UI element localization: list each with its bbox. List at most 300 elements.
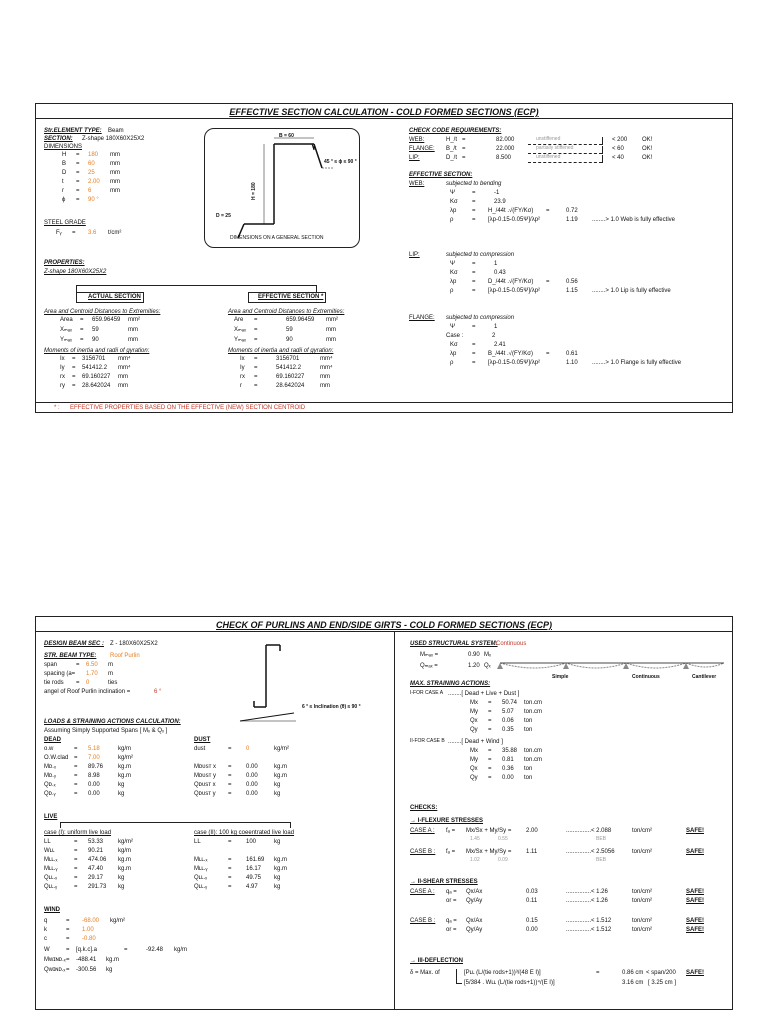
- dust-value: 0.00: [246, 782, 258, 788]
- eff-prop-unit: mm²: [326, 317, 338, 323]
- steel-grade-label: STEEL GRADE: [44, 220, 86, 226]
- wind-eq: =: [66, 927, 70, 933]
- eff-prop-name: Yₘₐₓ: [234, 337, 246, 343]
- title-divider: [36, 118, 732, 119]
- geom-unit: m: [108, 671, 113, 677]
- dead-name: Qᴅ.ᵧ: [44, 791, 56, 797]
- fy-label: Fᵧ: [56, 230, 62, 236]
- shear-unit: ton/cm²: [632, 889, 653, 895]
- geom-unit: ties: [108, 680, 118, 686]
- design-beam-value: Z - 180X60X25X2: [110, 641, 158, 647]
- wind-w-val: -92.48: [146, 947, 164, 953]
- flexA-sub2: 0.55: [498, 836, 508, 842]
- live1-eq: =: [74, 848, 78, 854]
- defl-safe: SAFE!: [686, 970, 704, 976]
- eff-prop-eq: =: [254, 374, 258, 380]
- flexA-unit: ton/cm²: [632, 828, 653, 834]
- caseA-eq: =: [488, 709, 492, 715]
- prop-eq: =: [72, 374, 76, 380]
- flange-lp-eq: =: [546, 351, 550, 357]
- code-eq: =: [462, 137, 466, 143]
- caseB-unit: ton: [524, 775, 533, 781]
- web-label: WEB:: [409, 181, 425, 187]
- prop-eq: =: [80, 337, 84, 343]
- lip-rho-value: 1.15: [566, 288, 578, 294]
- live2-value: 4.97: [246, 884, 258, 890]
- deflection-label: → III-DEFLECTION: [410, 958, 463, 964]
- prop-name: Xₘₐₓ: [60, 327, 72, 333]
- lip-rho-formula: [λp-0.15-0.05Ψ]/λp²: [488, 288, 541, 294]
- defl-bracket-bottom: [456, 983, 462, 984]
- inclination-label: angel of Roof Purlin inclination =: [44, 689, 131, 695]
- live2-eq: =: [228, 839, 232, 845]
- caseB-unit: ton: [524, 766, 533, 772]
- defl-bracket: [456, 969, 457, 983]
- live2-value: 16.17: [246, 866, 262, 872]
- caseA-value: 0.35: [502, 727, 514, 733]
- flange-case: 2: [492, 333, 496, 339]
- dead-value: 7.00: [88, 755, 100, 761]
- prop-name: ry: [60, 383, 65, 389]
- dead-name: Qᴅ.ₓ: [44, 782, 56, 788]
- code-value: 82.000: [496, 137, 515, 143]
- live1-name: Qʟʟ.ᵧ: [44, 884, 58, 890]
- wind-m-name: Mᴡɪɴᴅ.ₓ: [44, 957, 66, 963]
- live2-name: Mʟʟ.ᵧ: [194, 866, 208, 872]
- dim-value: 90 °: [88, 197, 99, 203]
- prop-eq: =: [72, 356, 76, 362]
- flange-lp-value: 0.61: [566, 351, 578, 357]
- dead-unit: kg/m²: [118, 755, 133, 761]
- caseB-value: 35.88: [502, 748, 518, 754]
- flexB-sub2: 0.09: [498, 857, 508, 863]
- caseA-name: Mx: [470, 700, 478, 706]
- lip-lp-value: 0.56: [566, 279, 578, 285]
- flange-rho-value: 1.10: [566, 360, 578, 366]
- caseB-name: Qy: [470, 775, 478, 781]
- dust-unit: kg.m: [274, 764, 288, 770]
- dim-value: 6: [88, 188, 92, 194]
- dim-unit: mm: [110, 179, 120, 185]
- live2-value: 49.75: [246, 875, 262, 881]
- shear-value: 0.03: [526, 889, 538, 895]
- dead-value: 89.76: [88, 764, 104, 770]
- flexA-case: CASE A :: [410, 828, 435, 834]
- web-rho-formula: [λp-0.15-0.05Ψ]/λp²: [488, 217, 541, 223]
- footnote-text: EFFECTIVE PROPERTIES BASED ON THE EFFECTIVE (NEW) SECTION CENTROID: [70, 405, 306, 411]
- code-part: WEB:: [409, 137, 425, 143]
- eff-prop-value: 541412.2: [276, 365, 302, 371]
- flexB-value: 1.11: [526, 849, 538, 855]
- max-actions-label: MAX. STRAINING ACTIONS:: [410, 681, 491, 687]
- code-dash-end: [602, 155, 603, 163]
- defl-formula2: [5/384 . Wʟʟ (L/(tie rods+1))⁴/(E I)]: [464, 980, 555, 986]
- live2-name: Qʟʟ.ₓ: [194, 875, 208, 881]
- dim-name: D: [62, 170, 67, 176]
- dead-unit: kg: [118, 782, 125, 788]
- wind-q-name: Qᴡɪɴᴅ.ₓ: [44, 967, 66, 973]
- dim-eq: =: [76, 161, 80, 167]
- code-req-label: CHECK CODE REQUIREMENTS:: [409, 128, 502, 134]
- dead-name: Mᴅ.ᵧ: [44, 773, 56, 779]
- dust-value: 0.00: [246, 764, 258, 770]
- live1-eq: =: [74, 875, 78, 881]
- dead-name: o.w: [44, 746, 54, 752]
- caseA-name: Qy: [470, 727, 478, 733]
- wind-eq: =: [66, 936, 70, 942]
- wind-value: -68.00: [82, 918, 100, 924]
- properties-label: PROPERTIES:: [44, 260, 85, 266]
- caseB-name: My: [470, 757, 478, 763]
- lip-eq: =: [472, 261, 476, 267]
- lip-lp-eq: =: [546, 279, 550, 285]
- shear-limit: ...............< 1.512: [566, 927, 612, 933]
- wind-q-eq: =: [66, 967, 70, 973]
- code-note: unstiffened: [536, 154, 561, 160]
- diagram-angle-label: 45 ° ≤ ϕ ≤ 90 °: [324, 159, 357, 165]
- live2-unit: kg.m: [274, 866, 288, 872]
- prop-unit: mm: [128, 337, 138, 343]
- caseB-name: Mx: [470, 748, 478, 754]
- wind-w-name: W: [44, 947, 50, 953]
- sheet1-title: EFFECTIVE SECTION CALCULATION - COLD FORMED SECTIONS (ECP): [229, 107, 539, 117]
- shear-safe: SAFE!: [686, 898, 704, 904]
- live1-value: 90.21: [88, 848, 104, 854]
- geom-label: span: [44, 662, 58, 668]
- wind-m-unit: kg.m: [106, 957, 120, 963]
- dust-eq: =: [228, 764, 232, 770]
- live2-unit: kg: [274, 839, 281, 845]
- defl-formula1: [Pʟʟ (L/(tie rods+1))³/(48 E I)]: [464, 970, 541, 976]
- prop-eq: =: [72, 365, 76, 371]
- dust-unit: kg: [274, 791, 281, 797]
- wind-eq: =: [66, 918, 70, 924]
- lip-eq: =: [472, 279, 476, 285]
- design-beam-label: DESIGN BEAM SEC :: [44, 641, 105, 647]
- prop-eq: =: [72, 383, 76, 389]
- flange-eq: =: [472, 324, 476, 330]
- properties-bracket: [76, 285, 316, 286]
- flexA-sub3: BEB: [596, 836, 607, 842]
- live2-name: LL: [194, 839, 201, 845]
- flange-subject: subjected to compression: [446, 315, 515, 321]
- dust-eq: =: [228, 791, 232, 797]
- dead-value: 0.00: [88, 782, 100, 788]
- dust-eq: =: [228, 773, 232, 779]
- dead-eq: =: [74, 755, 78, 761]
- eff-prop-eq: =: [254, 383, 258, 389]
- lip-sym-psi: Ψ: [450, 261, 456, 267]
- caseA-eq: =: [488, 727, 492, 733]
- eff-prop-value: 659.96459: [286, 317, 315, 323]
- flange-eq: =: [472, 342, 476, 348]
- dim-unit: mm: [110, 188, 120, 194]
- live1-name: Qʟʟ.ₓ: [44, 875, 58, 881]
- dust-eq: =: [228, 746, 232, 752]
- used-system-label: USED STRUCTURAL SYSTEM:: [410, 641, 498, 647]
- geom-value: 1.70: [86, 671, 98, 677]
- wind-m-eq: =: [66, 957, 70, 963]
- eff-prop-value: 69.160227: [276, 374, 305, 380]
- lip-eq: =: [472, 288, 476, 294]
- eff-prop-eq: =: [254, 337, 258, 343]
- dead-eq: =: [74, 764, 78, 770]
- shear-formula: Qy/Ay: [466, 898, 483, 904]
- shear-formula: Qx/Ax: [466, 918, 483, 924]
- live2-value: 100: [246, 839, 257, 845]
- dim-unit: mm: [110, 152, 120, 158]
- shear-safe: SAFE!: [686, 889, 704, 895]
- dust-name: dust: [194, 746, 206, 752]
- fy-unit: t/cm²: [108, 230, 122, 236]
- effective-section-label: EFFECTIVE SECTION *: [258, 294, 324, 300]
- live1-value: 291.73: [88, 884, 107, 890]
- wind-w-formula: [q.k.c].a: [76, 947, 98, 953]
- live2-name: Qʟʟ.ᵧ: [194, 884, 208, 890]
- prop-name: Yₘₐₓ: [60, 337, 72, 343]
- str-element-type-value: Beam: [108, 128, 124, 134]
- lip-eq: =: [472, 270, 476, 276]
- live-label: LIVE: [44, 814, 58, 820]
- defl-v2: 3.16 cm: [622, 980, 644, 986]
- wind-name: q: [44, 918, 48, 924]
- flange-sym-rho: ρ: [450, 360, 454, 366]
- live2-unit: kg: [274, 875, 281, 881]
- eff-prop-name: Iy: [240, 365, 245, 371]
- code-dash: [528, 162, 602, 163]
- section-value: Z-shape 180X60X25X2: [82, 136, 145, 142]
- flexA-safe: SAFE!: [686, 828, 704, 834]
- code-eq: =: [462, 146, 466, 152]
- web-eq: =: [472, 208, 476, 214]
- live2-unit: kg: [274, 884, 281, 890]
- qmax-name: Qₘₐₓ =: [420, 663, 438, 669]
- dead-value: 8.98: [88, 773, 100, 779]
- eff-prop-name: rx: [240, 374, 245, 380]
- eff-prop-unit: mm: [326, 327, 336, 333]
- live1-value: 53.33: [88, 839, 104, 845]
- code-part: LIP:: [409, 155, 420, 161]
- dust-name: Qᴅᴜsᴛ y: [194, 791, 216, 797]
- prop-name: Area: [60, 317, 73, 323]
- defl-limit: < span/200: [646, 970, 676, 976]
- live2-eq: =: [228, 857, 232, 863]
- code-value: 8.500: [496, 155, 512, 161]
- dead-value: 5.18: [88, 746, 100, 752]
- lip-label: LIP:: [409, 252, 420, 258]
- caseA-name: My: [470, 709, 478, 715]
- flexA-formula: Mx/Sx + My/Sy =: [466, 828, 512, 834]
- code-eq: =: [462, 155, 466, 161]
- eff-section-label: EFFECTIVE SECTION:: [409, 172, 473, 178]
- flexA-value: 2.00: [526, 828, 538, 834]
- caseB-desc: ........[ Dead + Wind ]: [448, 739, 503, 745]
- lip-ko: 0.43: [494, 270, 506, 276]
- live1-value: 47.40: [88, 866, 104, 872]
- web-eq: =: [472, 190, 476, 196]
- flange-eq: =: [472, 351, 476, 357]
- lip-sym-ko: Kσ: [450, 270, 458, 276]
- wind-w-unit: kg/m: [174, 947, 188, 953]
- assume-label: Assuming Simply Supported Spans [ Mₓ & Qₓ ]: [44, 728, 168, 734]
- diagram-d-label: D = 25: [216, 213, 231, 219]
- shear-formula: Qx/Ax: [466, 889, 483, 895]
- dim-value: 25: [88, 170, 95, 176]
- loads-label: LOADS & STRAINING ACTIONS CALCULATION:: [44, 719, 181, 725]
- lip-subject: subjected to compression: [446, 252, 515, 258]
- purlin-diagram: [236, 643, 366, 723]
- eff-prop-unit: mm⁴: [320, 356, 333, 362]
- web-ko: 23.9: [494, 199, 506, 205]
- prop-eq: =: [80, 317, 84, 323]
- prop-name: Iy: [60, 365, 65, 371]
- prop-eq: =: [80, 327, 84, 333]
- code-ratio: B_/t: [446, 146, 457, 152]
- shear-limit: ...............< 1.26: [566, 889, 608, 895]
- moments-label-actual: Moments of inertia and radii of gyration:: [44, 348, 150, 354]
- caseB-value: 0.00: [502, 775, 514, 781]
- code-limit: < 40: [612, 155, 624, 161]
- eff-prop-unit: mm: [320, 374, 330, 380]
- shear-unit: ton/cm²: [632, 927, 653, 933]
- shear-q: or =: [446, 898, 457, 904]
- lip-psi: 1: [494, 261, 498, 267]
- defl-eqsign: =: [596, 970, 600, 976]
- caseB-unit: ton.cm: [524, 757, 543, 763]
- flexA-f: fₐ =: [446, 828, 456, 834]
- live1-eq: =: [74, 884, 78, 890]
- wind-unit: kg/m²: [110, 918, 125, 924]
- live2-eq: =: [228, 875, 232, 881]
- flange-sym-ko: Kσ: [450, 342, 458, 348]
- live2-eq: =: [228, 866, 232, 872]
- prop-value: 59: [92, 327, 99, 333]
- eff-prop-value: 28.642024: [276, 383, 305, 389]
- wind-name: k: [44, 927, 47, 933]
- dead-eq: =: [74, 746, 78, 752]
- eff-prop-value: 3156701: [276, 356, 300, 362]
- prop-unit: mm²: [128, 317, 140, 323]
- fy-eq: =: [72, 230, 76, 236]
- prop-name: Ix: [60, 356, 65, 362]
- caseA-name: Qx: [470, 718, 478, 724]
- flange-sym-lp: λp: [450, 351, 457, 357]
- live1-unit: kg.m: [118, 866, 132, 872]
- live-bracket-right: [290, 822, 291, 828]
- shear-unit: ton/cm²: [632, 918, 653, 924]
- dust-unit: kg.m: [274, 773, 288, 779]
- eff-prop-name: Are: [234, 317, 244, 323]
- web-lp-eq: =: [546, 208, 550, 214]
- dead-unit: kg: [118, 791, 125, 797]
- shear-limit: ...............< 1.512: [566, 918, 612, 924]
- dead-value: 0.00: [88, 791, 100, 797]
- live1-unit: kg/m²: [118, 839, 133, 845]
- flexure-label: → I-FLEXURE STRESSES: [410, 818, 484, 824]
- flexB-sub3: BEB: [596, 857, 607, 863]
- z-section-shape: [274, 144, 314, 150]
- prop-unit: mm⁴: [118, 356, 131, 362]
- dim-eq: =: [76, 179, 80, 185]
- str-element-type-label: Str.ELEMENT TYPE:: [44, 128, 102, 134]
- dust-value: 0: [246, 746, 250, 752]
- live2-eq: =: [228, 884, 232, 890]
- dim-name: r: [62, 188, 64, 194]
- eff-prop-eq: =: [254, 327, 258, 333]
- lip-sym-rho: ρ: [450, 288, 454, 294]
- live-bracket: [60, 822, 290, 823]
- prop-unit: mm⁴: [118, 365, 131, 371]
- prop-value: 659.96459: [92, 317, 121, 323]
- live1-name: Mʟʟ.ᵧ: [44, 866, 58, 872]
- code-part: FLANGE:: [409, 146, 435, 152]
- inclination-diagram-label: 6 ° ≤ Inclination (θ) ≤ 90 °: [302, 704, 361, 710]
- case2-label: case (II): 100 kg coeentrated live load: [194, 830, 295, 836]
- shear-q: qₐ =: [446, 889, 457, 895]
- geom-label: spacing (a=: [44, 671, 76, 677]
- web-lp-formula: H_/44t .√(FY/Kσ): [488, 208, 534, 214]
- caseB-label: II-FOR CASE B: [410, 738, 445, 744]
- flexB-sub1: 1.02: [470, 857, 480, 863]
- wind-m-val: -488.41: [76, 957, 97, 963]
- caseA-value: 50.74: [502, 700, 518, 706]
- used-system-value: Continuous: [496, 641, 527, 647]
- flexA-sub1: 1.45: [470, 836, 480, 842]
- dust-eq: =: [228, 782, 232, 788]
- web-result: ........> 1.0 Web is fully effective: [592, 217, 675, 223]
- dimensions-label: DIMENSIONS: [44, 144, 83, 150]
- live1-value: 29.17: [88, 875, 104, 881]
- dust-name: Mᴅᴜsᴛ x: [194, 764, 217, 770]
- footnote-divider: [36, 402, 732, 403]
- eff-prop-unit: mm⁴: [320, 365, 333, 371]
- dim-value: 180: [88, 152, 99, 158]
- wind-w-eq2: =: [124, 947, 128, 953]
- dead-eq: =: [74, 782, 78, 788]
- qmax-unit: Qₓ: [484, 663, 491, 669]
- area-centroid-label-actual: Area and Centroid Distances to Extremities:: [44, 309, 161, 315]
- eff-prop-value: 90: [286, 337, 293, 343]
- eff-prop-unit: mm: [320, 383, 330, 389]
- live1-eq: =: [74, 839, 78, 845]
- shear-value: 0.15: [526, 918, 538, 924]
- caseB-value: 0.36: [502, 766, 514, 772]
- caseB-name: Qx: [470, 766, 478, 772]
- panel-split: [394, 631, 395, 1009]
- flexA-limit: ...............< 2.088: [566, 828, 612, 834]
- prop-name: rx: [60, 374, 65, 380]
- live1-name: Mʟʟ.ₓ: [44, 857, 58, 863]
- shear-value: 0.00: [526, 927, 538, 933]
- live1-unit: kg/m: [118, 848, 132, 854]
- dim-name: ϕ: [62, 197, 66, 203]
- purlin-check-panel: [35, 616, 733, 1010]
- flange-result: ........> 1.0 Flange is fully effective: [592, 360, 682, 366]
- flange-eq: =: [472, 360, 476, 366]
- footnote-star: * :: [54, 405, 60, 411]
- wind-name: c: [44, 936, 47, 942]
- system-label-cantilever: Cantilever: [692, 674, 717, 680]
- flange-rho-formula: [λp-0.15-0.05Ψ]/λp²: [488, 360, 541, 366]
- dust-name: Qᴅᴜsᴛ x: [194, 782, 216, 788]
- code-ok: OK!: [642, 137, 653, 143]
- flexB-f: fₐ =: [446, 849, 456, 855]
- web-lp-value: 0.72: [566, 208, 578, 214]
- dust-value: 0.00: [246, 773, 258, 779]
- live1-value: 474.06: [88, 857, 107, 863]
- dust-name: Mᴅᴜsᴛ y: [194, 773, 217, 779]
- dead-unit: kg.m: [118, 773, 132, 779]
